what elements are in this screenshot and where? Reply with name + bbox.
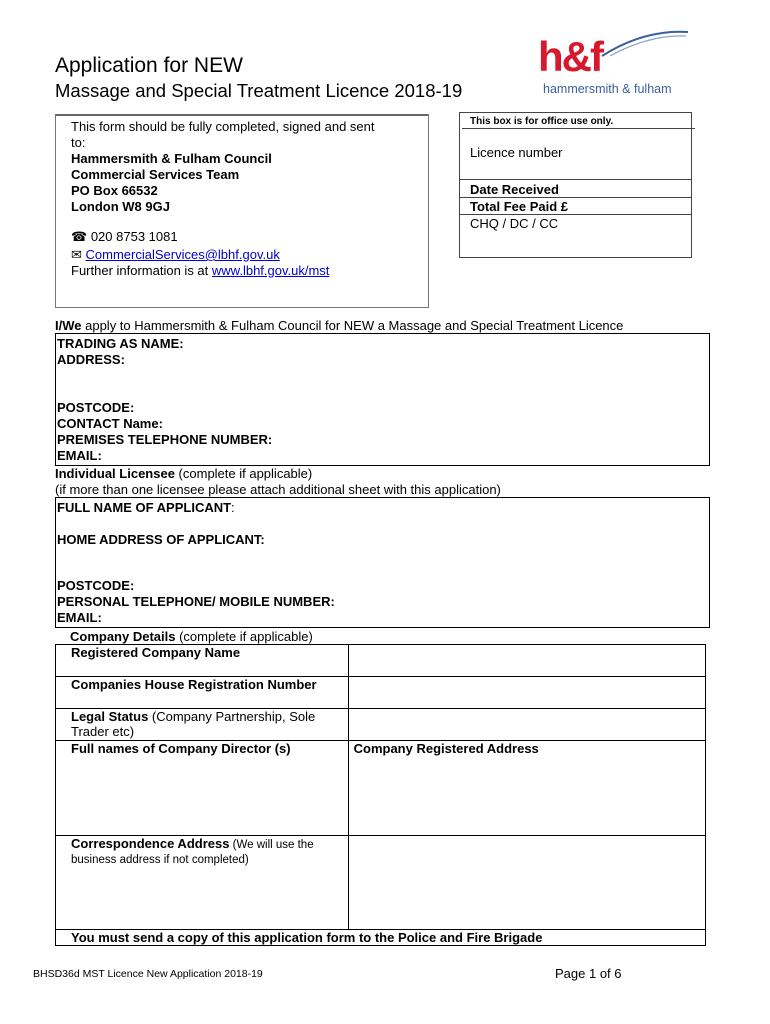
company-registered-address-label[interactable]: Company Registered Address <box>348 741 705 836</box>
logo-swoosh-icon <box>600 28 690 58</box>
licence-number-label: Licence number <box>470 145 563 160</box>
logo-subtitle: hammersmith & fulham <box>543 82 672 96</box>
contact-name-text: CONTACT Name <box>57 416 159 431</box>
home-address-label: HOME ADDRESS OF APPLICANT: <box>57 532 265 547</box>
logo-mark: h&f <box>538 33 602 80</box>
further-info-text: Further information is at <box>71 263 212 278</box>
applicant-section[interactable] <box>55 497 710 628</box>
companies-house-number-field[interactable] <box>348 677 705 709</box>
instructions-line1: This form should be fully completed, signed and sent <box>71 119 375 134</box>
correspondence-address-title: Correspondence Address <box>71 836 230 851</box>
company-details-title: Company Details <box>70 629 176 644</box>
table-row <box>56 836 706 930</box>
companies-house-number-label: Companies House Registration Number <box>56 677 349 709</box>
city-postcode: London W8 9GJ <box>71 199 170 214</box>
premises-email-label: EMAIL: <box>57 448 102 463</box>
page-title: Application for NEW <box>55 54 243 77</box>
phone-icon: ☎ <box>71 229 88 244</box>
legal-status-title: Legal Status <box>71 709 149 724</box>
registered-company-name-field[interactable] <box>348 645 705 677</box>
phone-number: 020 8753 1081 <box>90 229 178 244</box>
envelope-icon: ✉ <box>71 247 82 262</box>
individual-licensee-title: Individual Licensee <box>55 466 175 481</box>
apply-statement <box>55 318 623 333</box>
further-info <box>71 263 329 279</box>
page-subtitle: Massage and Special Treatment Licence 2018-19 <box>55 80 463 101</box>
table-row <box>56 930 706 946</box>
applicant-full-name-colon: : <box>231 500 235 515</box>
personal-telephone-label: PERSONAL TELEPHONE/ MOBILE NUMBER: <box>57 594 335 609</box>
premises-section[interactable] <box>55 333 710 466</box>
address-label: ADDRESS: <box>57 352 125 367</box>
table-row <box>56 645 706 677</box>
office-divider <box>460 214 691 215</box>
email-line <box>71 247 280 263</box>
table-row <box>56 709 706 741</box>
office-divider <box>460 197 691 198</box>
fee-paid-label: Total Fee Paid £ <box>470 199 569 214</box>
correspondence-note-2: business address if not completed) <box>71 854 249 866</box>
correspondence-note-1: (We will use the <box>229 839 314 851</box>
legal-status-note: (Company Partnership, Sole Trader etc) <box>71 709 316 739</box>
office-divider <box>460 179 691 180</box>
correspondence-address-field[interactable] <box>348 836 705 930</box>
company-details-note: (complete if applicable) <box>175 629 313 644</box>
applicant-postcode-label: POSTCODE: <box>57 578 135 593</box>
premises-telephone-label: PREMISES TELEPHONE NUMBER: <box>57 432 273 447</box>
legal-status-label <box>56 709 349 741</box>
apply-prefix: I/We <box>55 318 82 333</box>
table-row <box>56 677 706 709</box>
apply-text: apply to Hammersmith & Fulham Council for NEW a Massage and Special Treatment Licence <box>81 318 624 333</box>
police-fire-notice: You must send a copy of this application form to the Police and Fire Brigade <box>56 930 706 946</box>
instructions-box <box>55 114 429 308</box>
applicant-full-name-text: FULL NAME OF APPLICANT <box>57 500 232 515</box>
payment-methods-label: CHQ / DC / CC <box>470 216 559 231</box>
table-row <box>56 741 706 836</box>
page-number: Page 1 of 6 <box>555 966 622 981</box>
individual-licensee-heading <box>55 466 312 481</box>
contact-name-label <box>57 416 163 431</box>
email-link[interactable]: CommercialServices@lbhf.gov.uk <box>85 247 280 262</box>
applicant-email-label: EMAIL: <box>57 610 102 625</box>
company-directors-label[interactable]: Full names of Company Director (s) <box>56 741 349 836</box>
council-name: Hammersmith & Fulham Council <box>71 151 272 166</box>
postcode-label: POSTCODE: <box>57 400 135 415</box>
council-logo <box>538 28 688 98</box>
po-box: PO Box 66532 <box>71 183 158 198</box>
further-info-link[interactable]: www.lbhf.gov.uk/mst <box>211 263 330 278</box>
office-use-header: This box is for office use only. <box>462 115 695 129</box>
contact-colon: : <box>158 416 163 431</box>
date-received-label: Date Received <box>470 182 559 197</box>
trading-name-label: TRADING AS NAME: <box>57 336 184 351</box>
team-name: Commercial Services Team <box>71 167 240 182</box>
phone-line <box>71 229 178 245</box>
additional-licensee-note: (if more than one licensee please attach additional sheet with this application) <box>55 482 501 497</box>
instructions-line2: to: <box>71 135 86 150</box>
correspondence-address-label <box>56 836 349 930</box>
registered-company-name-label: Registered Company Name <box>56 645 349 677</box>
legal-status-field[interactable] <box>348 709 705 741</box>
company-details-heading <box>70 629 313 644</box>
form-reference: BHSD36d MST Licence New Application 2018-19 <box>33 968 263 980</box>
office-use-box <box>459 112 692 258</box>
applicant-full-name-label <box>57 500 235 515</box>
individual-licensee-note: (complete if applicable) <box>174 466 313 481</box>
company-details-table <box>55 644 706 946</box>
